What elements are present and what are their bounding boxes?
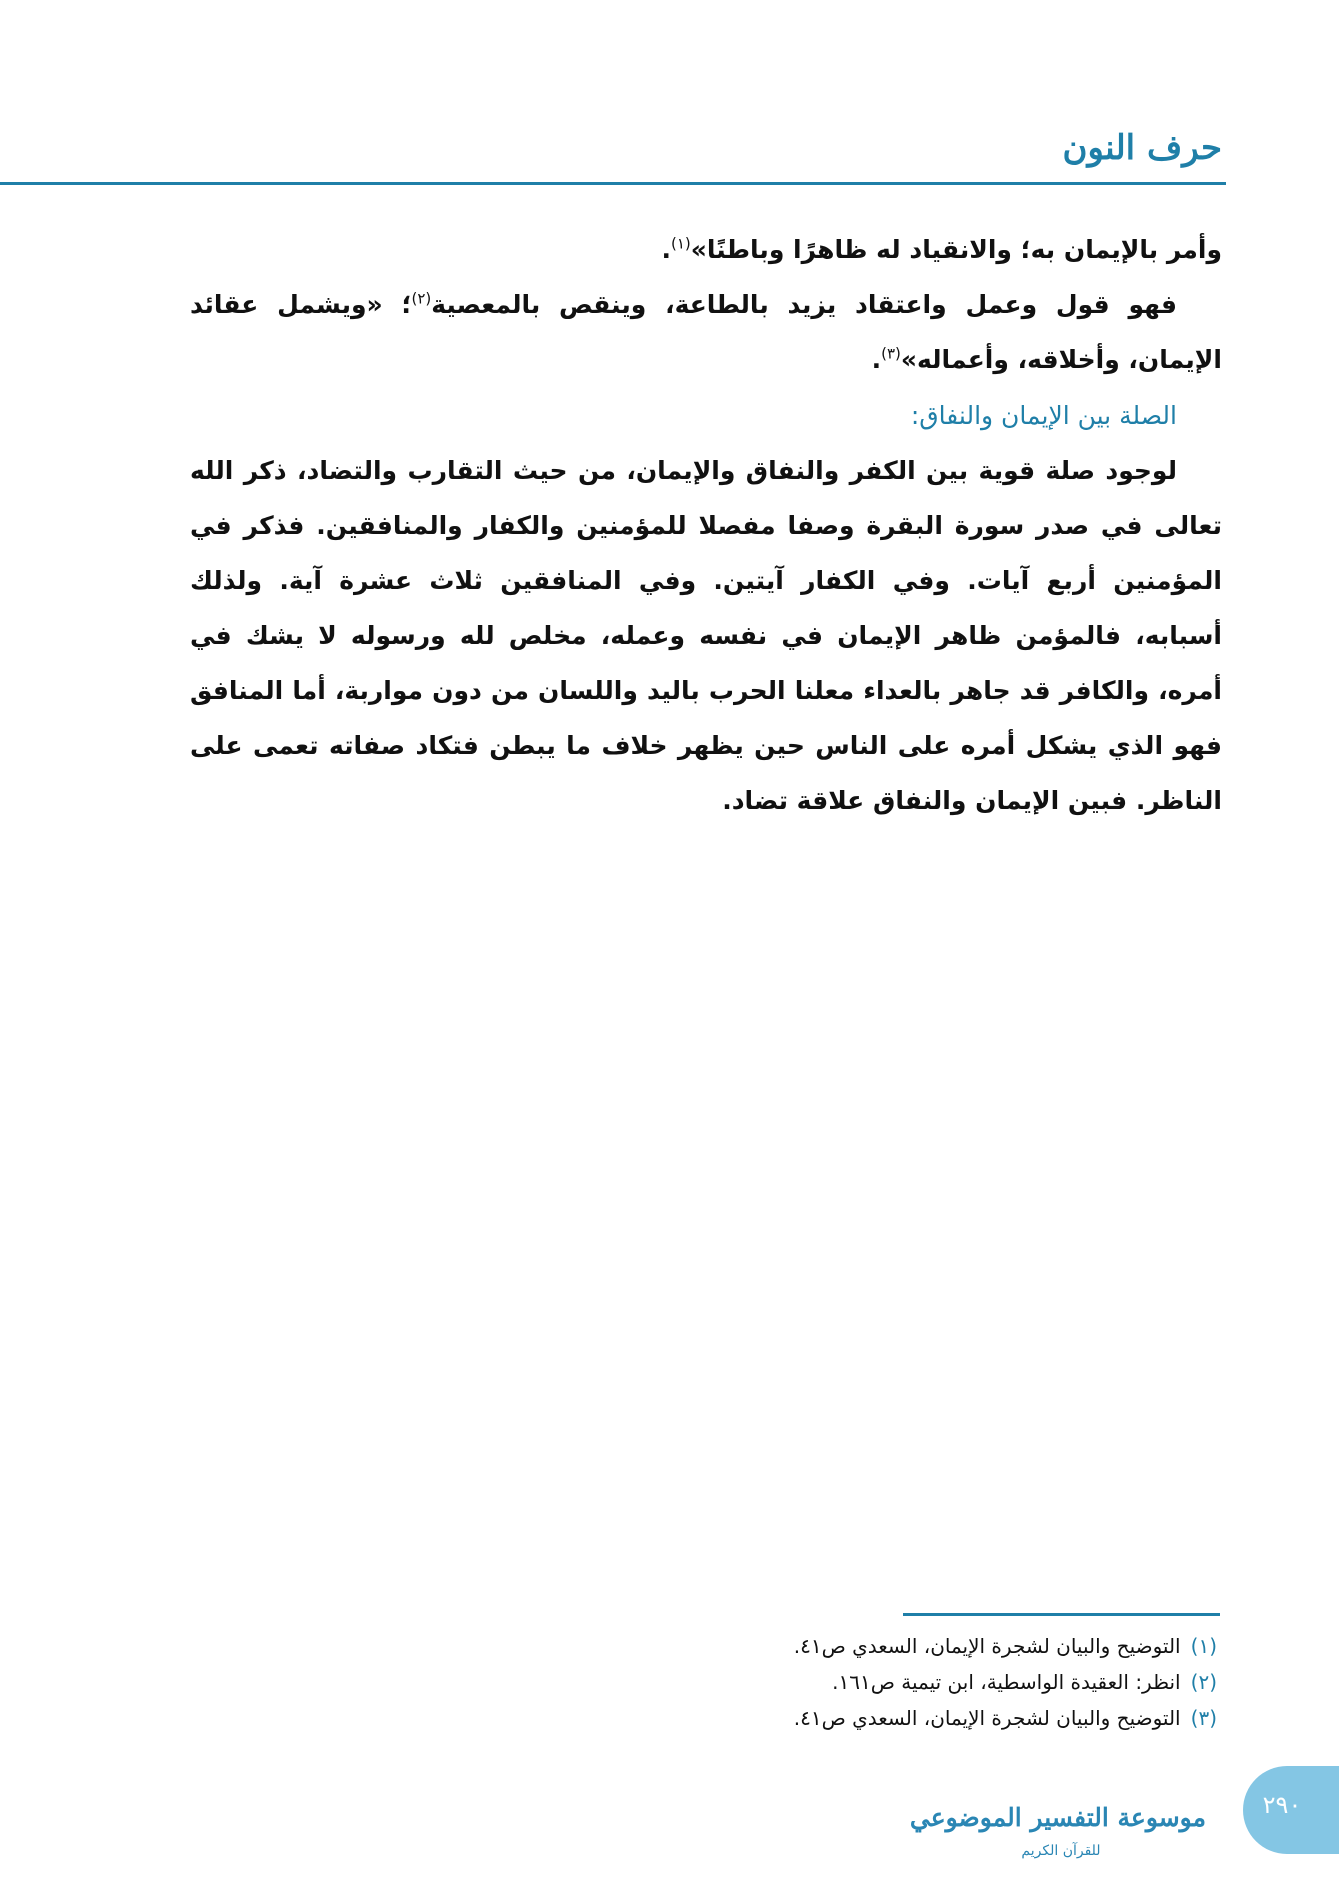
logo-title: موسوعة التفسير الموضوعي (909, 1803, 1206, 1832)
footnote-2 (517, 1664, 1217, 1700)
footnote-number: (٣) (1190, 1706, 1217, 1730)
chapter-title: حرف النون (1062, 128, 1222, 168)
paragraph-2-text-2: ؛ «ويشمل عقائد الإيمان، وأخلاقه، وأعماله» (190, 290, 1222, 374)
paragraph-2 (190, 277, 1222, 387)
paragraph-2-end: . (871, 345, 882, 374)
encyclopedia-logo (909, 1795, 1206, 1877)
footnotes-divider (903, 1613, 1220, 1616)
footnote-ref-2[interactable]: (٢) (411, 289, 432, 308)
paragraph-3: لوجود صلة قوية بين الكفر والنفاق والإيمان، من حيث التقارب والتضاد، ذكر الله تعالى في صدر سورة البقرة وصفا مفصلا للمؤمنين والكفار والمنافقين. فذكر في المؤمنين أربع آيات. وفي الكفار آيتين. وفي المنافقين ثلاث عشرة آية. ولذلك أسبابه، فالمؤمن ظاهر الإيمان في نفسه وعمله، مخلص لله ورسوله لا يشك في أمره، والكافر قد جاهر بالعداء معلنا الحرب باليد واللسان من دون مواربة، أما المنافق فهو الذي يشكل أمره على الناس حين يظهر خلاف ما يبطن فتكاد صفاته تعمى على الناظر. فبين الإيمان والنفاق علاقة تضاد. (190, 456, 1222, 815)
footnote-text: التوضيح والبيان لشجرة الإيمان، السعدي ص٤١. (793, 1706, 1181, 1730)
footnote-number: (٢) (1190, 1670, 1217, 1694)
paragraph-1 (190, 222, 1222, 277)
section-heading: الصلة بين الإيمان والنفاق: (910, 401, 1177, 430)
paragraph-2-text-1: فهو قول وعمل واعتقاد يزيد بالطاعة، وينقص بالمعصية (431, 290, 1177, 319)
footnote-3 (517, 1700, 1217, 1736)
main-text (190, 222, 1222, 828)
footnote-text: انظر: العقيدة الواسطية، ابن تيمية ص١٦١. (832, 1670, 1181, 1694)
paragraph-1-end: . (661, 235, 671, 264)
footnote-text: التوضيح والبيان لشجرة الإيمان، السعدي ص٤١. (793, 1634, 1181, 1658)
footnote-ref-1[interactable]: (١) (670, 234, 691, 253)
footnotes (517, 1628, 1217, 1736)
logo-subtitle: للقرآن الكريم (1021, 1843, 1101, 1859)
paragraph-1-text: وأمر بالإيمان به؛ والانقياد له ظاهرًا وباطنًا» (690, 235, 1222, 264)
footnote-number: (١) (1190, 1634, 1217, 1658)
footnote-1 (517, 1628, 1217, 1664)
header-divider (0, 182, 1226, 185)
page-number: ٢٩٠ (1262, 1791, 1302, 1819)
footnote-ref-3[interactable]: (٣) (881, 344, 901, 363)
